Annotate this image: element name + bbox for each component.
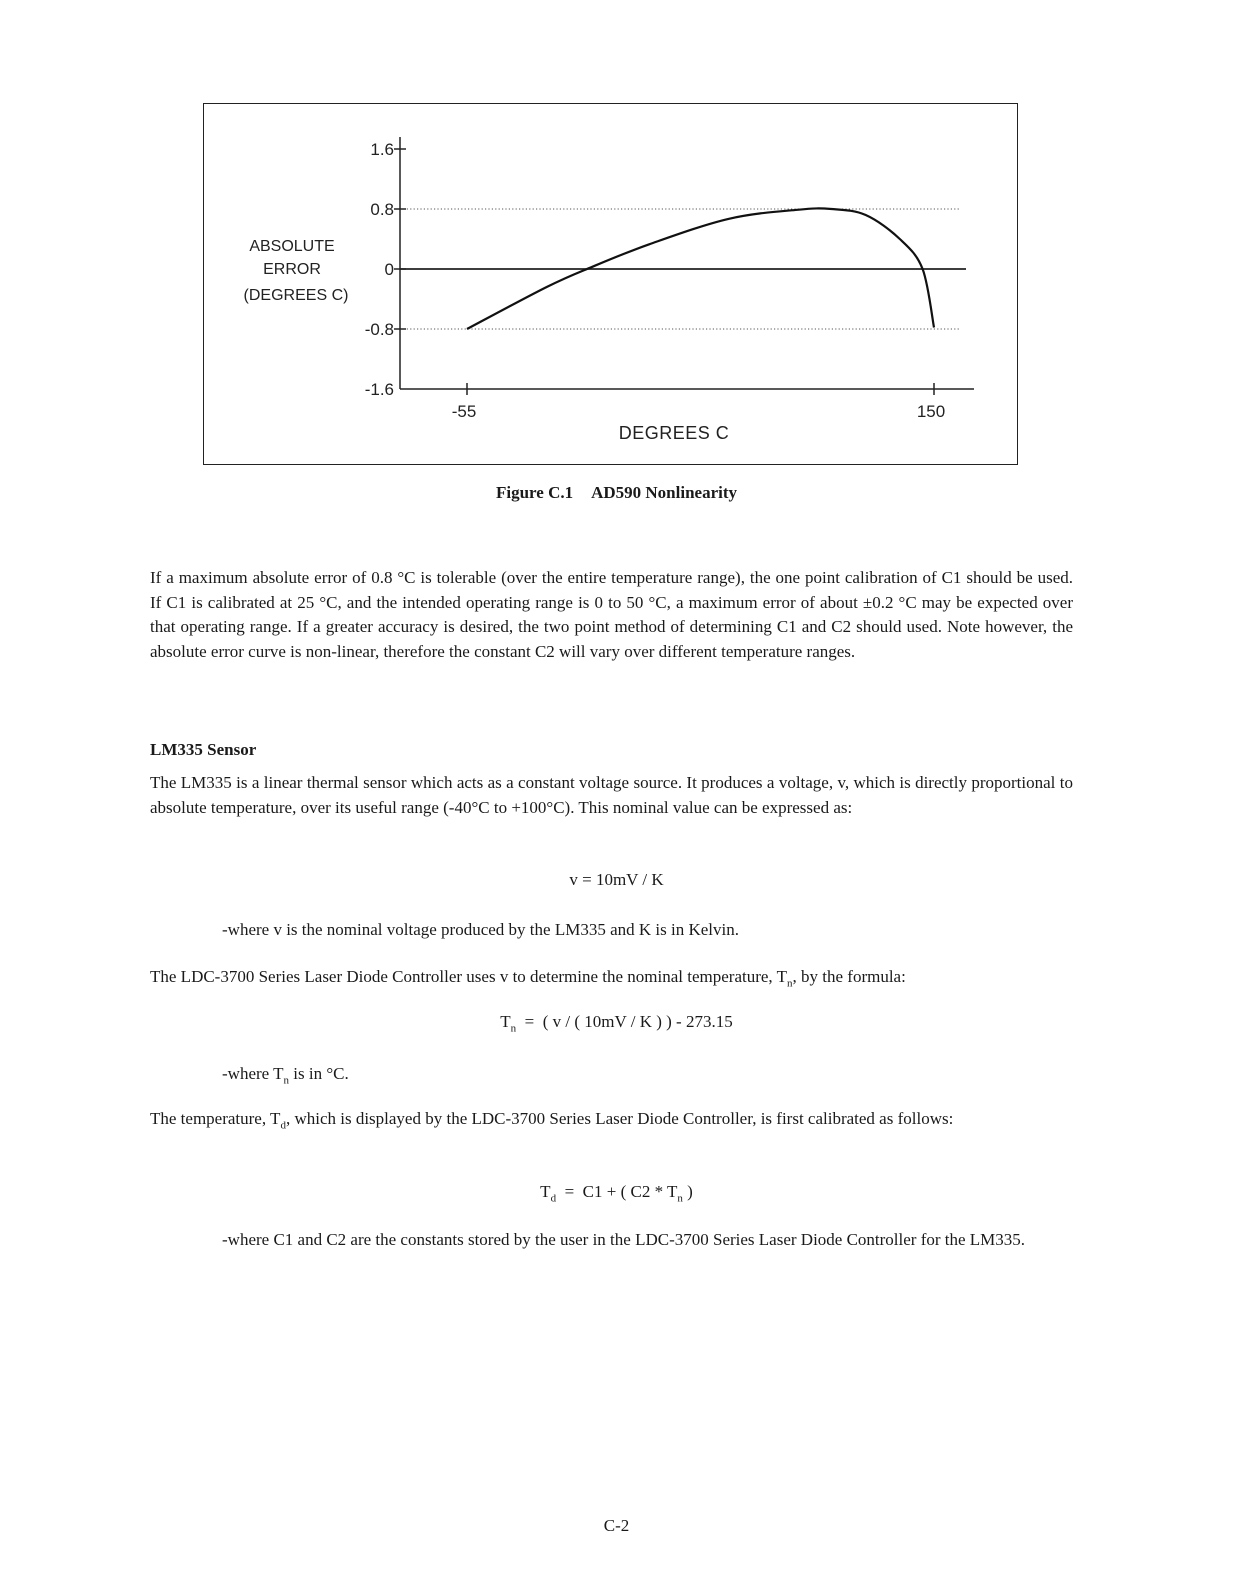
note-constants: -where C1 and C2 are the constants stored by the user in the LDC-3700 Series Laser Diode Controller for the LM335. <box>222 1230 1026 1249</box>
paragraph-lm335-intro: The LM335 is a linear thermal sensor which acts as a constant voltage source. It produces a voltage, v, which is directly proportional to absolute temperature, over its useful range (-40°C to +100°C). This nominal value can be expressed as: <box>150 773 1073 817</box>
p4-text-a: The temperature, T <box>150 1109 281 1128</box>
caption-title: AD590 Nonlinearity <box>591 483 738 502</box>
paragraph-displayed-temp <box>150 1107 1073 1138</box>
note2-sub: n <box>283 1074 290 1087</box>
y-tick-label-2: 0 <box>384 260 394 279</box>
figure-c1-chart <box>203 103 1018 465</box>
note-tn-units <box>222 1062 1072 1093</box>
paragraph-calibration: If a maximum absolute error of 0.8 °C is tolerable (over the entire temperature range), the one point calibration of C1 should be used. If C1 is calibrated at 25 °C, and the intended operating range is 0 to 50 °C, a maximum error of about ±0.2 °C may be expected over that operating range. If a greater accuracy is desired, the two point method of determining C1 and C2 should used. Note however, the absolute error curve is non-linear, therefore the constant C2 will vary over different temperature ranges. <box>150 568 1073 661</box>
note-v-definition: -where v is the nominal voltage produced by the LM335 and K is in Kelvin. <box>222 920 739 939</box>
note2-text-a: -where T <box>222 1064 284 1083</box>
p3-text-a: The LDC-3700 Series Laser Diode Controller uses v to determine the nominal temperature, T <box>150 967 788 986</box>
eq2-text-a: T <box>500 1012 511 1031</box>
chart-svg <box>204 104 1019 466</box>
x-tick-label-1: 150 <box>916 402 946 421</box>
y-tick-label-1: 0.8 <box>370 200 394 219</box>
y-axis-label-line-3: (DEGREES C) <box>243 287 349 304</box>
p3-sub: n <box>787 977 793 990</box>
eq3-text-c: ) <box>682 1182 693 1201</box>
equation-v: v = 10mV / K <box>569 870 664 889</box>
p3-text-b: , by the formula: <box>792 967 906 986</box>
x-axis-label: DEGREES C <box>618 423 730 443</box>
x-tick-label-0: -55 <box>451 402 477 421</box>
eq3-text-a: T <box>540 1182 551 1201</box>
y-tick-label-0: 1.6 <box>370 140 394 159</box>
eq2-sub: n <box>510 1022 517 1035</box>
note2-text-b: is in °C. <box>289 1064 349 1083</box>
figure-caption <box>0 483 1233 503</box>
y-axis-label-line-1: ABSOLUTE <box>249 238 335 255</box>
eq3-text-b: = C1 + ( C2 * T <box>556 1182 678 1201</box>
eq3-sub-b: n <box>677 1192 683 1205</box>
eq3-sub-a: d <box>550 1192 557 1205</box>
p4-text-b: , which is displayed by the LDC-3700 Series Laser Diode Controller, is first calibrated as follows: <box>285 1109 954 1128</box>
paragraph-nominal-temp <box>150 965 1073 996</box>
caption-number: Figure C.1 <box>495 483 574 502</box>
equation-tn <box>0 1012 1233 1034</box>
page-number: C-2 <box>603 1516 630 1535</box>
eq2-text-b: = ( v / ( 10mV / K ) ) - 273.15 <box>516 1012 733 1031</box>
section-heading-lm335: LM335 Sensor <box>150 740 257 759</box>
p4-sub: d <box>280 1119 286 1132</box>
equation-td <box>0 1182 1233 1204</box>
y-tick-label-4: -1.6 <box>364 380 394 399</box>
y-axis-label-line-2: ERROR <box>263 261 321 278</box>
y-tick-label-3: -0.8 <box>364 320 394 339</box>
